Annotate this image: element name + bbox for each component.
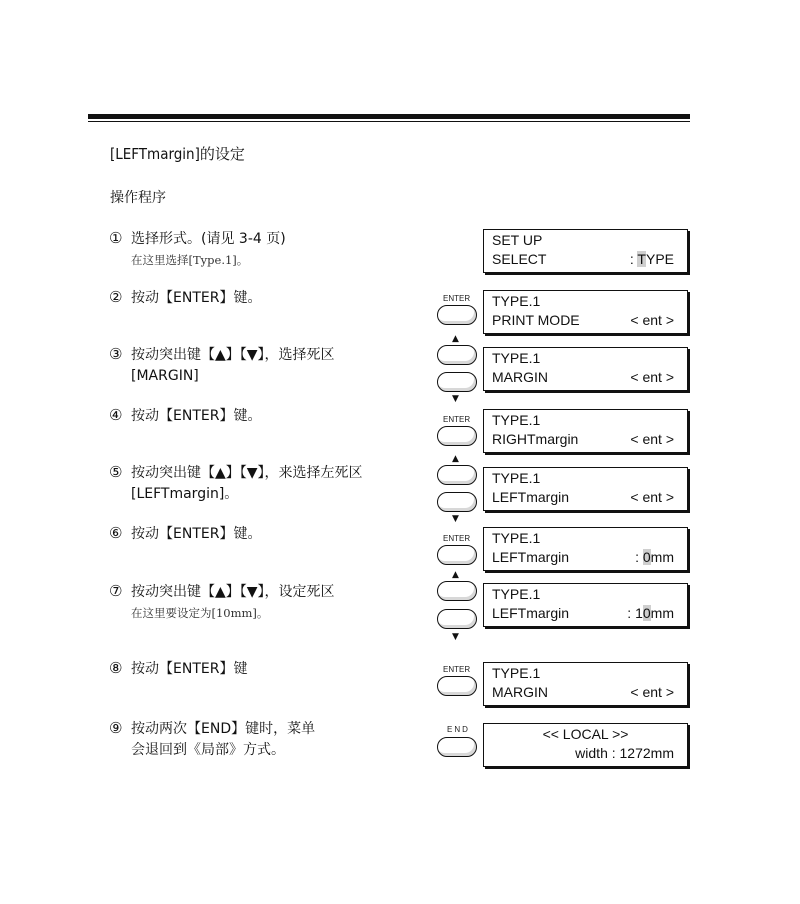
lcd-line-2: LEFTmargin <box>492 549 570 565</box>
lcd-line-2: LEFTmargin <box>492 605 570 621</box>
step-text: 选择形式。(请见 3-4 页) <box>131 231 286 247</box>
step-number: ④ <box>109 406 123 424</box>
lcd-value: width : 1272mm <box>575 745 674 761</box>
step-number: ⑥ <box>109 524 123 542</box>
step-4 <box>109 405 261 427</box>
enter-key[interactable] <box>437 545 477 565</box>
lcd-display-6 <box>483 527 688 571</box>
lcd-display-5 <box>483 467 688 511</box>
down-key[interactable] <box>437 492 477 512</box>
lcd-value: < ent > <box>630 369 674 385</box>
lcd-line-2: LEFTmargin <box>492 489 570 505</box>
end-key-label: END <box>447 725 470 734</box>
lcd-line-2: RIGHTmargin <box>492 431 579 447</box>
lcd-line-1: << LOCAL >> <box>542 726 629 742</box>
lcd-line-1: TYPE.1 <box>492 412 541 428</box>
step-2 <box>109 287 261 309</box>
lcd-line-1: TYPE.1 <box>492 586 541 602</box>
step-text: 按动【ENTER】键。 <box>131 408 262 424</box>
step-number: ⑧ <box>109 659 123 677</box>
enter-key[interactable] <box>437 426 477 446</box>
lcd-display-1 <box>483 229 688 273</box>
lcd-display-4 <box>483 409 688 453</box>
end-key[interactable] <box>437 737 477 757</box>
step-text: 按动突出键【▲】【▼】，来选择左死区 <box>131 465 363 481</box>
top-rule-thick <box>88 114 690 119</box>
up-key[interactable] <box>437 345 477 365</box>
enter-key-label: ENTER <box>443 294 471 303</box>
lcd-value: < ent > <box>630 431 674 447</box>
step-note: 在这里要设定为[10mm]。 <box>131 606 269 620</box>
step-text-2: [MARGIN] <box>131 368 199 384</box>
lcd-display-3 <box>483 347 688 391</box>
up-arrow-icon: ▲ <box>452 570 459 580</box>
lcd-line-1: TYPE.1 <box>492 665 541 681</box>
step-3 <box>109 344 335 387</box>
lcd-display-7 <box>483 583 688 627</box>
lcd-display-2 <box>483 290 688 334</box>
lcd-value: : 10mm <box>627 605 674 621</box>
up-arrow-icon: ▲ <box>452 454 459 464</box>
step-note: 在这里选择[Type.1]。 <box>131 253 249 267</box>
enter-key-label: ENTER <box>443 534 471 543</box>
lcd-line-1: TYPE.1 <box>492 293 541 309</box>
lcd-value: < ent > <box>630 489 674 505</box>
lcd-value: < ent > <box>630 312 674 328</box>
enter-key[interactable] <box>437 676 477 696</box>
step-number: ⑦ <box>109 582 123 600</box>
lcd-display-8 <box>483 662 688 706</box>
down-arrow-icon: ▼ <box>452 514 459 524</box>
lcd-line-1: SET UP <box>492 232 543 248</box>
step-number: ③ <box>109 345 123 363</box>
up-key[interactable] <box>437 465 477 485</box>
lcd-cursor: 0 <box>642 549 651 565</box>
step-9 <box>109 718 315 761</box>
enter-key-label: ENTER <box>443 415 471 424</box>
up-arrow-icon: ▲ <box>452 334 459 344</box>
lcd-line-1: TYPE.1 <box>492 530 541 546</box>
down-key[interactable] <box>437 609 477 629</box>
lcd-value: : TYPE <box>629 251 674 267</box>
lcd-display-9 <box>483 723 688 767</box>
down-arrow-icon: ▼ <box>452 632 459 642</box>
lcd-line-2: SELECT <box>492 251 547 267</box>
step-8 <box>109 658 247 680</box>
down-key[interactable] <box>437 372 477 392</box>
step-text: 按动【ENTER】键 <box>131 661 248 677</box>
step-text: 按动两次【END】键时，菜单 <box>131 721 316 737</box>
enter-key[interactable] <box>437 305 477 325</box>
lcd-line-1: TYPE.1 <box>492 350 541 366</box>
procedure-heading: 操作程序 <box>110 190 166 206</box>
step-number: ⑤ <box>109 463 123 481</box>
lcd-line-2: PRINT MODE <box>492 312 580 328</box>
lcd-value: < ent > <box>630 684 674 700</box>
step-text-2: 会退回到《局部》方式。 <box>131 742 285 758</box>
section-title: [LEFTmargin]的设定 <box>110 145 245 163</box>
step-text: 按动【ENTER】键。 <box>131 526 262 542</box>
enter-key-label: ENTER <box>443 665 471 674</box>
step-1 <box>109 228 286 271</box>
down-arrow-icon: ▼ <box>452 394 459 404</box>
step-number: ① <box>109 229 123 247</box>
top-rule-thin <box>88 121 690 122</box>
step-text: 按动突出键【▲】【▼】，选择死区 <box>131 347 335 363</box>
step-text: 按动【ENTER】键。 <box>131 290 262 306</box>
step-5 <box>109 462 363 505</box>
lcd-value: : 0mm <box>635 549 674 565</box>
step-text: 按动突出键【▲】【▼】，设定死区 <box>131 584 335 600</box>
lcd-line-2: MARGIN <box>492 369 548 385</box>
step-number: ⑨ <box>109 719 123 737</box>
lcd-line-2: MARGIN <box>492 684 548 700</box>
up-key[interactable] <box>437 581 477 601</box>
step-6 <box>109 523 261 545</box>
lcd-cursor: 0 <box>642 605 651 621</box>
step-number: ② <box>109 288 123 306</box>
step-7 <box>109 581 335 624</box>
lcd-line-1: TYPE.1 <box>492 470 541 486</box>
step-text-2: [LEFTmargin]。 <box>131 486 239 502</box>
lcd-cursor: T <box>637 251 646 267</box>
